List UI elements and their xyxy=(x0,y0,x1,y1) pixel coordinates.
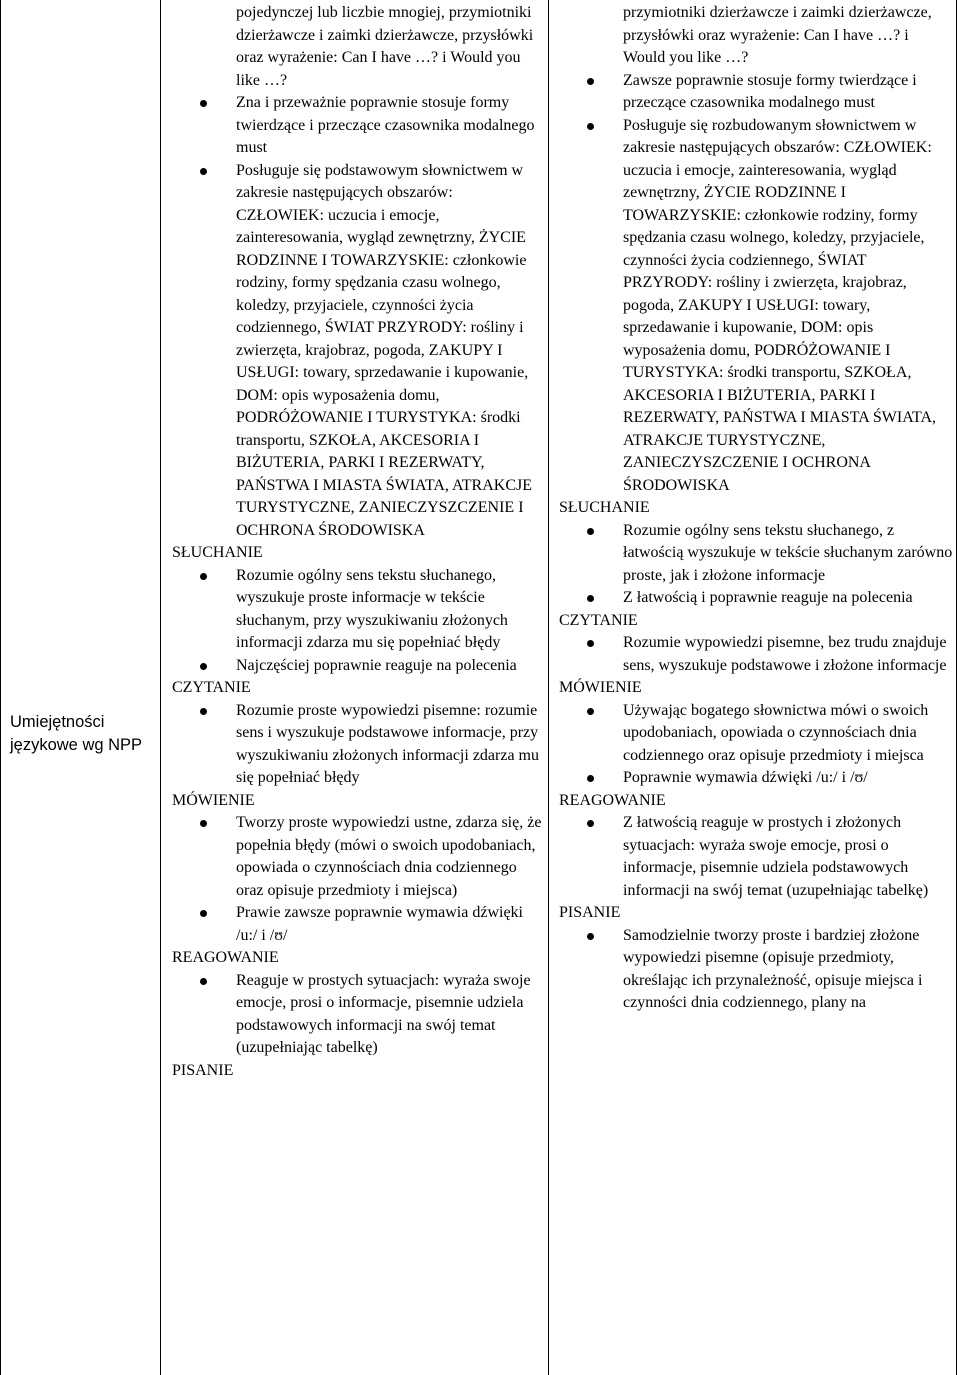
bullet-list xyxy=(172,700,542,790)
section-heading: SŁUCHANIE xyxy=(172,544,263,561)
list-item-text: Rozumie wypowiedzi pisemne, bez trudu znajduje sens, wyszukuje podstawowe i złożone informacje xyxy=(623,634,947,674)
bullet-list xyxy=(172,565,542,678)
continuation-text: przymiotniki dzierżawcze i zaimki dzierżawcze, przysłówki oraz wyrażenie: Can I have …? i Would you like …? xyxy=(623,4,932,66)
list-item-text: Prawie zawsze poprawnie wymawia dźwięki /u:/ i /ʊ/ xyxy=(236,904,523,944)
bullet-list xyxy=(559,700,954,790)
list-item xyxy=(172,970,542,1060)
bullet-icon xyxy=(200,910,207,917)
list-item-text: Z łatwością i poprawnie reaguje na polecenia xyxy=(623,589,913,606)
column-divider xyxy=(548,0,549,1375)
list-item-text: Rozumie ogólny sens tekstu słuchanego, wyszukuje proste informacje w tekście słuchanym, przy wyszukiwaniu złożonych informacji zdarza mu się popełniać błędy xyxy=(236,566,508,651)
list-item-text: Rozumie ogólny sens tekstu słuchanego, z łatwością wyszukuje w tekście słuchanym zarówno proste, jak i złożone informacje xyxy=(623,521,953,584)
list-item-text: Tworzy proste wypowiedzi ustne, zdarza się, że popełnia błędy (mówi o swoich upodobaniach, opowiada o czynnościach dnia codziennego oraz opisuje przedmioty i miejsca) xyxy=(236,814,542,899)
section-heading: REAGOWANIE xyxy=(559,791,666,809)
list-item xyxy=(559,812,954,902)
list-item-text: Posługuje się rozbudowanym słownictwem w zakresie następujących obszarów: CZŁOWIEK: uczucia i emocje, zainteresowania, wygląd zewnętrzny, ŻYCIE RODZINNE I TOWARZYSKIE: członkowie rodziny, formy spędzania czasu wolnego, koledzy, przyjaciele, czynności życia codziennego, ŚWIAT PRZYRODY: rośliny i zwierzęta, krajobraz, pogoda, ZAKUPY I USŁUGI: towary, sprzedawanie i kupowanie, DOM: opis wyposażenia domu, PODRÓŻOWANIE I TURYSTYKA: środki transportu, SZKOŁA, AKCESORIA I BIŻUTERIA, PARKI I REZERWATY, PAŃSTWA I MIASTA ŚWIATA, ATRAKCJE TURYSTYCZNE, ZANIECZYSZCZENIE I OCHRONA ŚRODOWISKA xyxy=(623,116,937,494)
list-item-text: Z łatwością reaguje w prostych i złożonych sytuacjach: wyraża swoje emocje, prosi o informacje, pisemnie udziela podstawowych informacji na swój temat (uzupełniając tabelkę) xyxy=(623,814,929,899)
list-item-text: Najczęściej poprawnie reaguje na polecenia xyxy=(236,656,517,674)
section-heading: SŁUCHANIE xyxy=(559,499,650,516)
list-item-text: Używając bogatego słownictwa mówi o swoich upodobaniach, opowiada o czynnościach dnia codziennego oraz opisuje przedmioty i miejsca xyxy=(623,701,929,764)
section-heading: REAGOWANIE xyxy=(172,949,279,966)
bullet-list xyxy=(559,632,954,677)
list-item xyxy=(172,902,542,947)
bullet-list xyxy=(559,70,954,498)
bullet-icon xyxy=(200,708,207,715)
bullet-icon xyxy=(587,78,594,85)
section-heading: MÓWIENIE xyxy=(172,791,255,809)
list-item xyxy=(559,767,954,790)
list-item xyxy=(559,925,954,1015)
right-column xyxy=(559,2,954,1015)
section-heading: PISANIE xyxy=(172,1061,234,1079)
list-item xyxy=(559,70,954,115)
bullet-icon xyxy=(200,100,207,107)
bullet-icon xyxy=(200,168,207,175)
list-item-text: Poprawnie wymawia dźwięki /u:/ i /ʊ/ xyxy=(623,769,868,786)
bullet-list xyxy=(172,92,542,542)
list-item xyxy=(172,655,542,678)
bullet-list xyxy=(559,812,954,902)
list-item-text: Reaguje w prostych sytuacjach: wyraża swoje emocje, prosi o informacje, pisemnie udziela podstawowych informacji na swój temat (uzupełniając tabelkę) xyxy=(236,971,531,1056)
bullet-icon xyxy=(200,978,207,985)
list-item xyxy=(559,520,954,588)
bullet-list xyxy=(559,520,954,610)
bullet-icon xyxy=(200,573,207,580)
list-item-text: Samodzielnie tworzy proste i bardziej złożone wypowiedzi pisemne (opisuje przedmioty, określając ich przynależność, opisuje miejsca i czynności dnia codziennego, plany na xyxy=(623,926,923,1011)
bullet-icon xyxy=(587,708,594,715)
bullet-icon xyxy=(587,775,594,782)
list-item xyxy=(172,812,542,902)
bullet-icon xyxy=(587,640,594,647)
bullet-icon xyxy=(200,663,207,670)
section-heading: CZYTANIE xyxy=(559,611,638,629)
list-item-text: Rozumie proste wypowiedzi pisemne: rozumie sens i wyszukuje podstawowe informacje, przy wyszukiwaniu złożonych informacji zdarza mu się popełniać błędy xyxy=(236,701,539,786)
bullet-icon xyxy=(587,820,594,827)
list-item-text: Zna i przeważnie poprawnie stosuje formy twierdzące i przeczące czasownika modalnego must xyxy=(236,94,535,156)
bullet-icon xyxy=(200,820,207,827)
list-item xyxy=(172,700,542,790)
bullet-list xyxy=(172,970,542,1060)
continuation-text: pojedynczej lub liczbie mnogiej, przymiotniki dzierżawcze i zaimki dzierżawcze, przysłówki oraz wyrażenie: Can I have …? i Would you like …? xyxy=(236,4,534,89)
column-divider xyxy=(956,0,957,1375)
column-divider xyxy=(160,0,161,1375)
section-heading: CZYTANIE xyxy=(172,679,251,696)
list-item-text: Posługuje się podstawowym słownictwem w zakresie następujących obszarów: CZŁOWIEK: uczucia i emocje, zainteresowania, wygląd zewnętrzny, ŻYCIE RODZINNE I TOWARZYSKIE: członkowie rodziny, formy spędzania czasu wolnego, koledzy, przyjaciele, czynności życia codziennego, ŚWIAT PRZYRODY: rośliny i zwierzęta, krajobraz, pogoda, ZAKUPY I USŁUGI: towary, sprzedawanie i kupowanie, DOM: opis wyposażenia domu, PODRÓŻOWANIE I TURYSTYKA: środki transportu, SZKOŁA, AKCESORIA I BIŻUTERIA, PARKI I REZERWATY, PAŃSTWA I MIASTA ŚWIATA, ATRAKCJE TURYSTYCZNE, ZANIECZYSZCZENIE I OCHRONA ŚRODOWISKA xyxy=(236,161,532,539)
list-item xyxy=(172,160,542,543)
bullet-icon xyxy=(587,595,594,602)
bullet-icon xyxy=(587,933,594,940)
list-item-text: Zawsze poprawnie stosuje formy twierdzące i przeczące czasownika modalnego must xyxy=(623,71,917,111)
list-item xyxy=(559,632,954,677)
list-item xyxy=(559,587,954,610)
list-item xyxy=(172,565,542,655)
list-item xyxy=(559,115,954,498)
list-item xyxy=(559,700,954,768)
section-heading: PISANIE xyxy=(559,904,621,921)
bullet-icon xyxy=(587,528,594,535)
bullet-icon xyxy=(587,123,594,130)
list-item xyxy=(172,92,542,160)
row-label: Umiejętności językowe wg NPP xyxy=(10,713,143,754)
section-heading: MÓWIENIE xyxy=(559,679,642,696)
bullet-list xyxy=(559,925,954,1015)
bullet-list xyxy=(172,812,542,947)
middle-column xyxy=(172,2,542,1082)
